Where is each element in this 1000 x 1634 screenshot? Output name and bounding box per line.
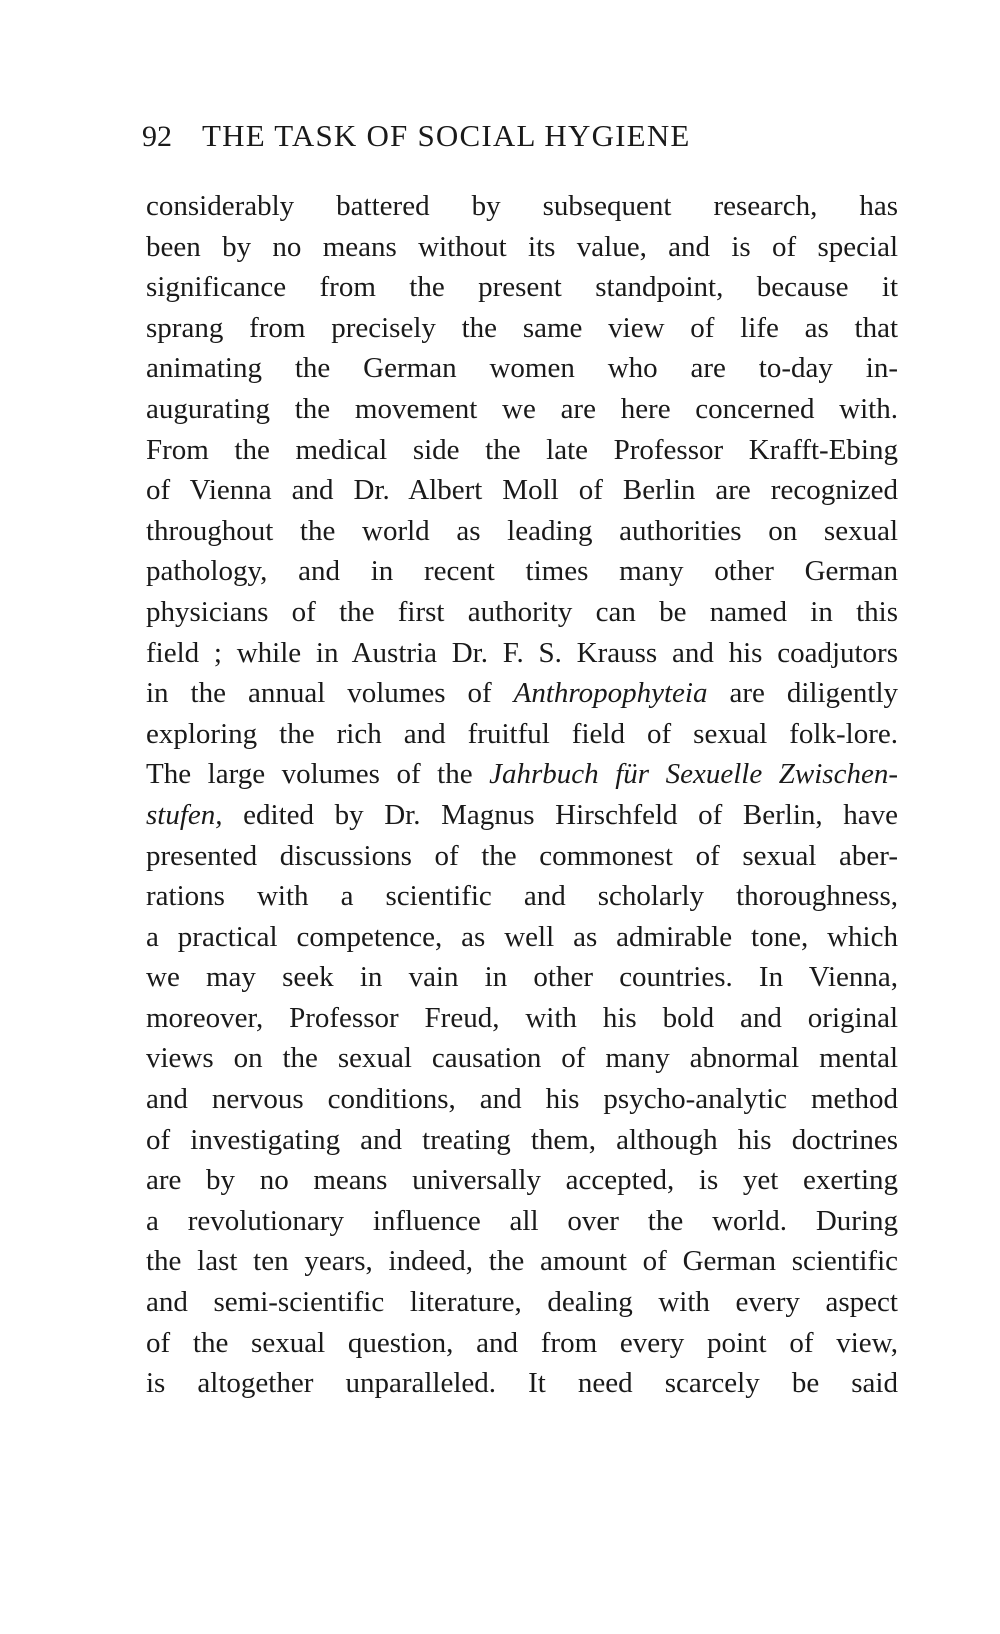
text-line xyxy=(146,348,898,389)
text-line xyxy=(146,1079,898,1120)
text-line xyxy=(146,389,898,430)
running-title: THE TASK OF SOCIAL HYGIENE xyxy=(202,118,691,153)
italic-title: Jahrbuch für Sexuelle Zwischen- xyxy=(489,758,898,791)
text-segment: animating the German women who are to-day in- xyxy=(146,352,898,385)
text-segment: a revolutionary influence all over the world. During xyxy=(146,1204,898,1237)
text-line xyxy=(146,430,898,471)
text-line xyxy=(146,714,898,755)
text-segment: augurating the movement we are here concerned with. xyxy=(146,392,898,425)
text-line xyxy=(146,1282,898,1323)
text-segment: and nervous conditions, and his psycho-analytic method xyxy=(146,1083,898,1116)
text-line xyxy=(146,186,898,227)
text-line xyxy=(146,917,898,958)
italic-title: stufen, xyxy=(146,798,223,831)
text-segment: the last ten years, indeed, the amount of German scientific xyxy=(146,1245,898,1278)
text-line xyxy=(146,1120,898,1161)
text-segment: considerably battered by subsequent research, has xyxy=(146,190,898,222)
italic-title: Anthropophyteia xyxy=(513,677,708,710)
text-segment: throughout the world as leading authorities on sexual xyxy=(146,514,898,547)
text-segment: edited by Dr. Magnus Hirschfeld of Berlin, have xyxy=(222,798,898,831)
text-segment: field ; while in Austria Dr. F. S. Krauss and his coadjutors xyxy=(146,636,898,669)
page-number: 92 xyxy=(142,120,172,153)
text-line xyxy=(146,1323,898,1364)
text-segment: sprang from precisely the same view of life as that xyxy=(146,311,898,344)
text-line xyxy=(146,673,898,714)
text-line xyxy=(146,836,898,877)
text-line xyxy=(146,633,898,674)
text-segment: The large volumes of the xyxy=(146,758,490,791)
text-segment: we may seek in vain in other countries. In Vienna, xyxy=(146,961,898,994)
text-line xyxy=(146,1201,898,1242)
text-line xyxy=(146,227,898,268)
text-line xyxy=(146,1363,898,1404)
text-line xyxy=(146,308,898,349)
book-page xyxy=(142,118,899,1404)
text-segment: and semi-scientific literature, dealing with every aspect xyxy=(146,1286,898,1319)
text-segment: in the annual volumes of xyxy=(146,677,514,710)
text-line xyxy=(146,1160,898,1201)
text-line xyxy=(146,551,898,592)
text-segment: rations with a scientific and scholarly thoroughness, xyxy=(146,880,898,913)
text-segment: of investigating and treating them, although his doctrines xyxy=(146,1123,898,1156)
text-segment: exploring the rich and fruitful field of sexual folk-lore. xyxy=(146,717,898,750)
text-line xyxy=(146,511,898,552)
text-segment: significance from the present standpoint, because it xyxy=(146,271,898,304)
text-segment: pathology, and in recent times many other German xyxy=(146,555,898,588)
text-line xyxy=(146,998,898,1039)
body-text xyxy=(146,186,898,1404)
text-segment: of the sexual question, and from every point of view, xyxy=(146,1326,898,1359)
text-segment: been by no means without its value, and is of special xyxy=(146,230,898,263)
text-segment: views on the sexual causation of many abnormal mental xyxy=(146,1042,898,1075)
text-line xyxy=(146,592,898,633)
text-line xyxy=(146,470,898,511)
text-segment: From the medical side the late Professor Krafft-Ebing xyxy=(146,433,898,466)
text-segment: moreover, Professor Freud, with his bold and original xyxy=(146,1001,898,1034)
text-line xyxy=(146,1038,898,1079)
text-line xyxy=(146,957,898,998)
text-segment: a practical competence, as well as admirable tone, which xyxy=(146,920,898,953)
text-line xyxy=(146,795,898,836)
text-line xyxy=(146,876,898,917)
text-segment: physicians of the first authority can be named in this xyxy=(146,595,898,628)
text-segment: is altogether unparalleled. It need scarcely be said xyxy=(146,1367,898,1400)
text-segment: are by no means universally accepted, is yet exerting xyxy=(146,1164,898,1197)
text-line xyxy=(146,754,898,795)
running-head xyxy=(142,118,898,164)
text-line xyxy=(146,267,898,308)
text-line xyxy=(146,1241,898,1282)
text-segment: of Vienna and Dr. Albert Moll of Berlin are recognized xyxy=(146,474,898,507)
text-segment: presented discussions of the commonest of sexual aber- xyxy=(146,839,898,872)
text-segment: are diligently xyxy=(707,677,899,710)
